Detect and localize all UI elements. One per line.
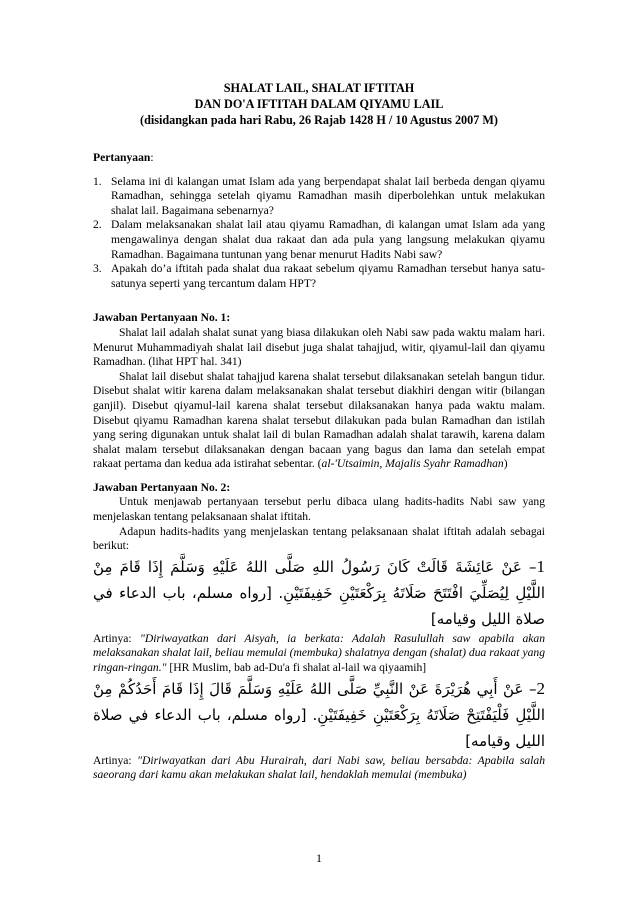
hadith-2-translation-label: Artinya:: [93, 753, 138, 767]
title-line-1: SHALAT LAIL, SHALAT IFTITAH: [223, 81, 415, 95]
document-header: [93, 80, 545, 128]
answer-1-paragraph-1: Shalat lail adalah shalat sunat yang biasa dilakukan oleh Nabi saw pada waktu malam hari. Menurut Muhammadiyah shalat lail disebut juga shalat tahajjud, witir, qiyamul-lail dan qiyamu Ramadhan. (lihat HPT hal. 341): [93, 325, 545, 369]
page-number: 1: [316, 851, 322, 865]
answer-1-paragraph-2: [93, 370, 545, 472]
hadith-1-arabic: [93, 554, 545, 632]
answer-1-heading: Jawaban Pertanyaan No. 1:: [93, 311, 231, 325]
question-number: 3.: [93, 262, 102, 276]
question-text: Selama ini di kalangan umat Islam ada yang berpendapat shalat lail berbeda dengan qiyamu Ramadhan, sehingga setelah qiyamu Ramadhan masih diperbolehkan untuk melakukan shalat lail. Bagaimana sebenarnya?: [111, 174, 545, 217]
question-item: [93, 175, 545, 219]
answer-2-paragraph-1: Untuk menjawab pertanyaan tersebut perlu dibaca ulang hadits-hadits Nabi saw yang menjelaskan tentang pelaksanaan shalat iftitah.: [93, 495, 545, 524]
answer-1-citation-end: ): [503, 457, 508, 471]
questions-heading-label: Pertanyaan: [93, 151, 151, 164]
hadith-1-translation-label: Artinya:: [93, 631, 140, 645]
question-number: 2.: [93, 218, 102, 232]
hadith-1-number: 1: [536, 556, 545, 576]
hadith-1-translation-text: "Diriwayatkan dari Aisyah, ia berkata: Adalah Rasulullah saw apabila akan melaksanakan shalat lail, beliau memulai (membuka) shalatnya dengan (shalat) dua rakaat yang ringan-ringan.": [93, 631, 545, 675]
hadith-2-translation-text: "Diriwayatkan dari Abu Hurairah, dari Nabi saw, beliau bersabda: Apabila salah saeorang dari kamu akan melakukan shalat lail, hendaklah memulai (membuka): [93, 753, 545, 782]
hadith-1-text: – عَنْ عَائِشَةَ قَالَتْ كَانَ رَسُولُ اللهِ صَلَّى اللهُ عَلَيْهِ وَسَلَّمَ إِذَا قَامَ مِنْ اللَّيْلِ لِيُصَلِّيَ افْتَتَحَ صَلَاتَهُ بِرَكْعَتَيْنِ خَفِيفَتَيْنِ. [رواه مسلم، باب الدعاء في صلاة الليل وقيامه]: [93, 557, 545, 628]
session-date-line: (disidangkan pada hari Rabu, 26 Rajab 1428 H / 10 Agustus 2007 M): [140, 113, 498, 127]
document-body: [93, 151, 545, 783]
hadith-2-number: 2: [536, 678, 545, 698]
hadith-1-reference: [HR Muslim, bab ad-Du'a fi shalat al-lail wa qiyaamih]: [166, 661, 427, 675]
answer-1-paragraph-2-text: Shalat lail disebut shalat tahajjud karena shalat tersebut dilaksanakan setelah bangun tidur. Disebut shalat witir karena dalam melaksanakan shalat tersebut diakhiri dengan witir (bilangan ganjil). Disebut qiyamul-lail karena shalat tersebut dilaksanakan hanya pada waktu malam. Disebut qiyamu Ramadhan karena shalat tersebut dilakukan pada bulan Ramadhan dan istilah yang sering digunakan untuk shalat lail di bulan Ramadhan adalah shalat tarawih, karena dalam shalat malam tersebut dilaksanakan dengan bacaan yang bagus dan lama dan setelah empat rakaat pertama dan kedua ada istirahat sebentar. (: [93, 369, 545, 471]
questions-heading-colon: :: [150, 151, 154, 164]
hadith-2-text: – عَنْ أَبِي هُرَيْرَةَ عَنْ النَّبِيِّ صَلَّى اللهُ عَلَيْهِ وَسَلَّمَ قَالَ إِذَا قَامَ أَحَدُكُمْ مِنْ اللَّيْلِ فَلْيَفْتَتِحْ صَلَاتَهُ بِرَكْعَتَيْنِ خَفِيفَتَيْنِ. [رواه مسلم، باب الدعاء في صلاة الليل وقيامه]: [93, 679, 545, 750]
title-line-2: DAN DO'A IFTITAH DALAM QIYAMU LAIL: [194, 97, 444, 111]
hadith-2-arabic: [93, 676, 545, 754]
question-item: [93, 218, 545, 262]
question-text: Apakah do’a iftitah pada shalat dua rakaat sebelum qiyamu Ramadhan tersebut hanya satu-satunya seperti yang tercantum dalam HPT?: [111, 262, 545, 290]
answer-2-paragraph-2: Adapun hadits-hadits yang menjelaskan tentang pelaksanaan shalat iftitah adalah sebagai berikut:: [93, 524, 545, 553]
hadith-2-translation: [93, 754, 545, 783]
questions-heading: [93, 151, 545, 166]
hadith-1-translation: [93, 632, 545, 676]
question-list: [93, 175, 545, 292]
question-text: Dalam melaksanakan shalat lail atau qiyamu Ramadhan, di kalangan umat Islam ada yang mengawalinya dengan shalat dua rakaat dan ada pula yang langsung melakukan qiyamu Ramadhan. Bagaimana tuntunan yang benar menurut Hadits Nabi saw?: [111, 218, 545, 261]
answer-2-heading: Jawaban Pertanyaan No. 2:: [93, 480, 231, 494]
question-number: 1.: [93, 174, 102, 188]
answer-1-citation: al-'Utsaimin, Majalis Syahr Ramadhan: [321, 457, 504, 471]
question-item: [93, 262, 545, 291]
